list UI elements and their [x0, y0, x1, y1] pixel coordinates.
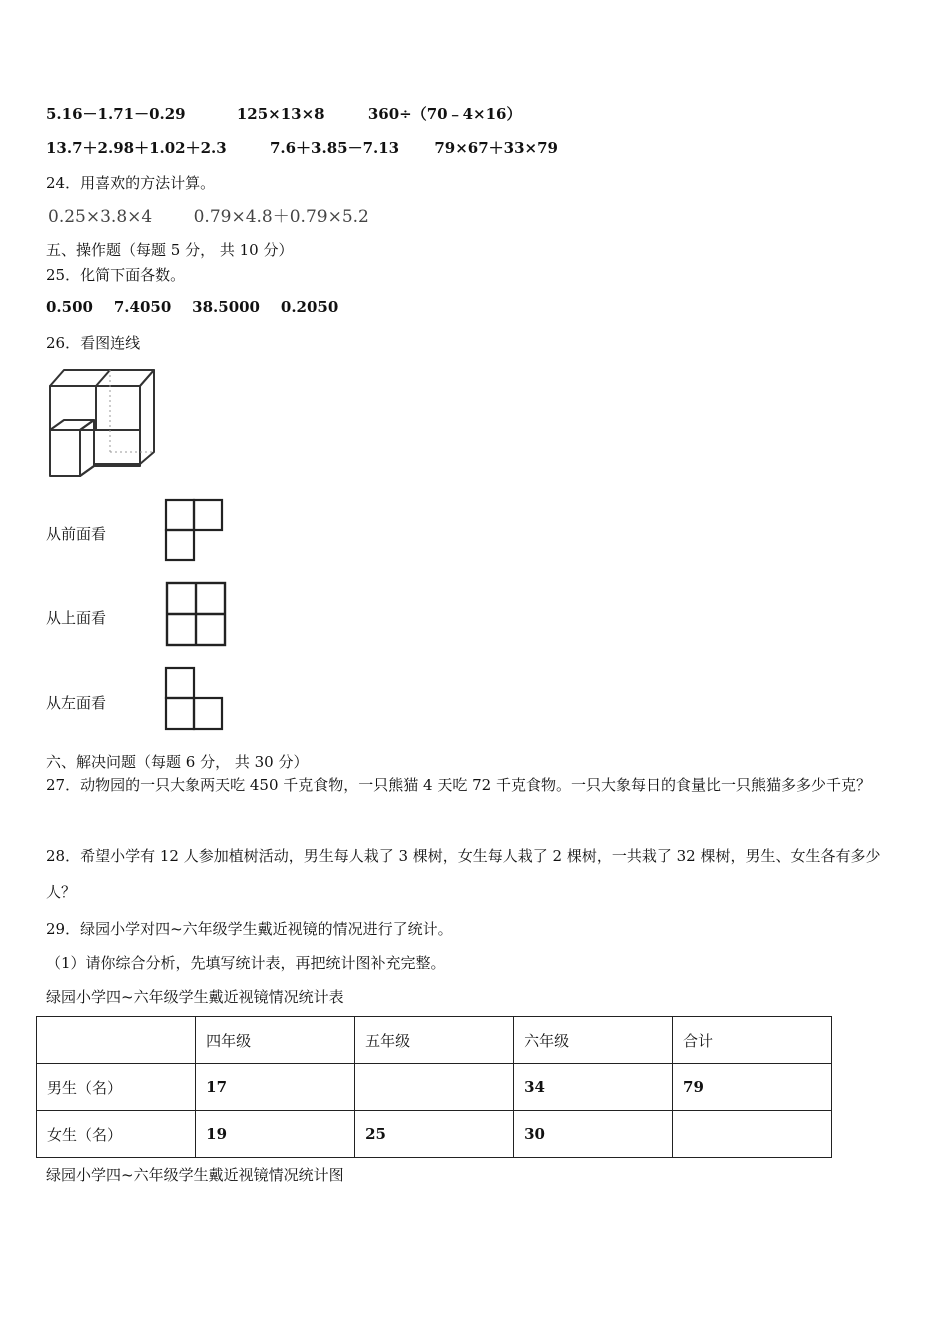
left-view-grid: [163, 665, 225, 733]
table-cell: [37, 1017, 196, 1064]
table-cell: 34: [514, 1064, 673, 1111]
table-cell: 17: [196, 1064, 355, 1111]
table-cell: 25: [355, 1111, 514, 1158]
table-cell: 女生（名）: [37, 1111, 196, 1158]
front-view-grid: [163, 497, 225, 563]
table-cell: 30: [514, 1111, 673, 1158]
view-label-left: 从左面看: [46, 694, 107, 712]
table-row: [37, 1111, 832, 1158]
cube-stack-figure: [44, 364, 160, 480]
view-label-front: 从前面看: [46, 525, 107, 543]
question-26: 26．看图连线: [46, 334, 141, 352]
table-cell: 四年级: [196, 1017, 355, 1064]
calc-expr: 79×67＋33×79: [434, 139, 558, 157]
math-expr: 0.25×3.8×4: [48, 207, 153, 227]
question-28: 28．希望小学有 12 人参加植树活动，男生每人栽了 3 棵树，女生每人栽了 2 棵树，一共栽了 32 棵树，男生、女生各有多少人？: [46, 847, 881, 901]
table-cell: 六年级: [514, 1017, 673, 1064]
table-cell: 男生（名）: [37, 1064, 196, 1111]
calc-expr: 5.16－1.71－0.29: [46, 105, 186, 123]
view-label-top: 从上面看: [46, 609, 107, 627]
chart-title: 绿园小学四~六年级学生戴近视镜情况统计图: [46, 1166, 344, 1184]
q24-expressions: [48, 202, 405, 227]
question-24: 24．用喜欢的方法计算。: [46, 174, 216, 192]
question-29: 29．绿园小学对四~六年级学生戴近视镜的情况进行了统计。: [46, 920, 453, 938]
table-cell: 19: [196, 1111, 355, 1158]
q25-numbers: 0.500 7.4050 38.5000 0.2050: [46, 298, 339, 316]
table-cell-blank[interactable]: [355, 1064, 514, 1111]
table-cell: 79: [673, 1064, 832, 1111]
calc-expr: 360÷（70﹣4×16）: [367, 105, 522, 123]
calc-row-2: [46, 137, 558, 158]
table-cell: 五年级: [355, 1017, 514, 1064]
section-5-heading: 五、操作题（每题 5 分， 共 10 分）: [46, 241, 294, 259]
table-cell-blank[interactable]: [673, 1111, 832, 1158]
statistics-table: [36, 1016, 832, 1158]
table-cell: 合计: [673, 1017, 832, 1064]
calc-expr: 13.7＋2.98＋1.02＋2.3: [46, 139, 227, 157]
math-expr: 0.79×4.8＋0.79×5.2: [193, 207, 369, 227]
top-view-grid: [164, 580, 228, 648]
table-title: 绿园小学四~六年级学生戴近视镜情况统计表: [46, 988, 344, 1006]
question-29-part-1: （1）请你综合分析，先填写统计表，再把统计图补充完整。: [46, 954, 446, 972]
calc-expr: 7.6＋3.85－7.13: [269, 139, 400, 157]
calc-expr: 125×13×8: [236, 105, 325, 123]
section-6-heading: 六、解决问题（每题 6 分， 共 30 分）: [46, 753, 309, 771]
table-row: [37, 1064, 832, 1111]
question-27: 27．动物园的一只大象两天吃 450 千克食物，一只熊猫 4 天吃 72 千克食物。一只大象每日的食量比一只熊猫多多少千克？: [46, 776, 871, 794]
table-header-row: [37, 1017, 832, 1064]
calc-row-1: [46, 103, 521, 124]
question-25: 25．化简下面各数。: [46, 266, 186, 284]
